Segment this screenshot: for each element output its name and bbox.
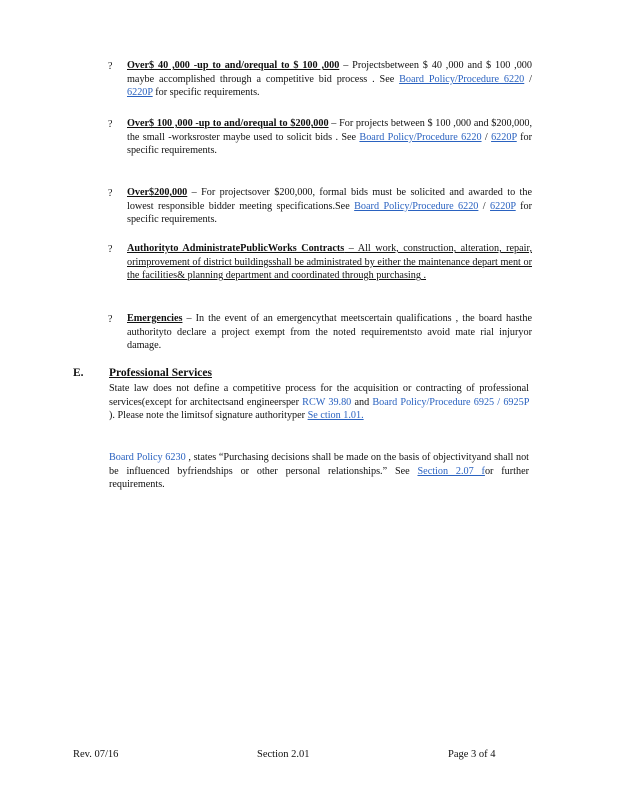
bullet-heading: Over$200,000 [127,187,188,198]
bullet-marker: ? [108,188,113,199]
rcw-link[interactable]: RCW 39.80 [302,396,352,408]
procedure-link[interactable]: 6220P [490,200,516,212]
link-separator: / [524,73,532,85]
bullet-item [127,117,532,158]
bullet-marker: ? [108,119,113,130]
bullet-text: – All work, construction, alteration, repair, orimprovement of district buildingsshall be administrated by either the maintenance depart ment or the facilities& planning department and coordinated through purchasing . [127,243,532,282]
board-policy-link[interactable]: Board Policy/Procedure 6220 [399,73,525,85]
bullet-marker: ? [108,61,113,72]
bullet-heading: Over$ 40 ,000 -up to and/orequal to $ 100 ,000 [127,60,340,71]
section-link[interactable]: Section 2.07 f [417,465,485,477]
board-policy-link[interactable]: Board Policy/Procedure 6925 / 6925P [372,396,529,408]
section-link[interactable]: Se ction 1.01. [307,410,364,422]
link-separator: / [478,200,491,212]
board-policy-link[interactable]: Board Policy/Procedure 6220 [359,131,482,143]
footer-page-number: Page 3 of 4 [448,749,496,760]
bullet-text-end: for specific requirements. [127,131,532,157]
footer-section: Section 2.01 [257,749,310,760]
bullet-text-end: for specific requirements. [152,87,260,99]
section-paragraph [109,451,529,492]
section-title: Professional Services [109,367,212,379]
procedure-link[interactable]: 6220P [491,131,517,143]
bullet-marker: ? [108,314,113,325]
bullet-item [127,186,532,227]
bullet-text: – In the event of an emergencythat meetscertain qualifications , the board hasthe authorityto declare a project exempt from the noted requirementsto avoid mate rial injuryor damage. [127,313,532,352]
procedure-link[interactable]: 6220P [127,87,153,99]
section-paragraph [109,382,529,423]
bullet-marker: ? [108,244,113,255]
section-text: ). Please note the limitsof signature authorityper [109,410,308,422]
footer-revision: Rev. 07/16 [73,749,119,760]
bullet-item [127,59,532,100]
bullet-item [127,312,532,353]
section-text: or further requirements. [109,465,529,491]
section-text: State law does not define a competitive process for the acquisition or contracting of professional services(except for architectsand engineersper [109,383,529,408]
section-text: and [351,396,373,408]
board-policy-link[interactable]: Board Policy 6230 [109,452,186,463]
bullet-heading: Authorityto AdministratePublicWorks Contracts [127,243,345,254]
section-letter: E. [73,367,84,379]
bullet-item [127,242,532,283]
section-text: , states “Purchasing decisions shall be made on the basis of objectivityand shall not be influenced byfriendships or other personal relationships.” See [109,452,529,477]
bullet-heading: Emergencies [127,313,183,324]
bullet-heading: Over$ 100 ,000 -up to and/orequal to $200,000 [127,118,329,129]
bullet-text: – For projectsover $200,000, formal bids must be solicited and awarded to the lowest responsible bidder meeting specifications.See [127,187,532,212]
board-policy-link[interactable]: Board Policy/Procedure 6220 [354,200,479,212]
bullet-text: – For projects between $ 100 ,000 and $200,000, the small -worksroster maybe used to solicit bids . See [127,118,532,143]
link-separator: / [481,131,492,143]
bullet-text-end: for specific requirements. [127,200,532,226]
bullet-text: – Projectsbetween $ 40 ,000 and $ 100 ,000 maybe accomplished through a competitive bid process . See [127,60,532,85]
